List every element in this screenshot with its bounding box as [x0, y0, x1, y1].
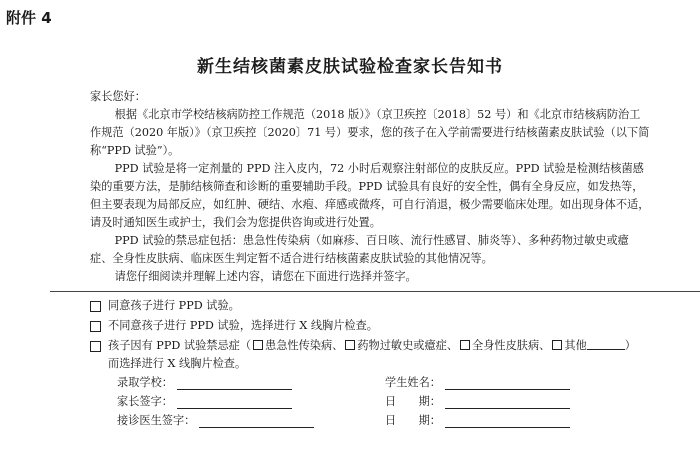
contra-item-skin: 全身性皮肤病、 — [472, 339, 551, 352]
paragraph-contraindications: PPD 试验的禁忌症包括：患急性传染病（如麻疹、百日咳、流行性感冒、肺炎等）、多种药物过敏史或癔症、全身性皮肤病、临床医生判定暂不适合进行结核菌素皮肤试验的其他情况等。 — [90, 234, 629, 265]
parent-signature-label: 家长签字： — [117, 395, 173, 408]
skin-disease-checkbox[interactable] — [460, 340, 470, 350]
date-field-1 — [385, 393, 570, 409]
contra-suffix: ） — [624, 339, 636, 352]
section-divider — [50, 291, 700, 292]
greeting: 家长您好： — [90, 90, 146, 103]
parent-signature-line[interactable] — [177, 396, 292, 409]
option-disagree — [90, 317, 660, 335]
contra-item-acute: 患急性传染病、 — [265, 339, 344, 352]
student-name-line[interactable] — [445, 377, 570, 390]
school-label: 录取学校： — [117, 376, 173, 389]
school-field — [117, 374, 292, 390]
other-checkbox[interactable] — [552, 340, 562, 350]
paragraph-ppd-description: PPD 试验是将一定剂量的 PPD 注入皮内，72 小时后观察注射部位的皮肤反应。PPD 试验是检测结核菌感染的重要方法，是肺结核筛查和诊断的重要辅助手段。PPD 试验具有良好的安全性，偶有全身反应，如发热等，但主要表现为局部反应，如红肿、硬结、水疱、痒感或微疼，可自行消退，极少需要临床处理。如出现身体不适，请及时通知医生或护士，我们会为您提供咨询或进行处置。 — [90, 162, 650, 229]
option-agree — [90, 297, 660, 315]
contraindication-checkbox[interactable] — [90, 341, 101, 352]
instruction-text: 请您仔细阅读并理解上述内容，请您在下面进行选择并签字。 — [114, 270, 417, 283]
date-line-2[interactable] — [445, 415, 570, 428]
contra-prefix: 孩子因有 PPD 试验禁忌症（ — [108, 339, 252, 352]
disagree-checkbox[interactable] — [90, 321, 101, 332]
parent-signature-field — [117, 393, 292, 409]
paragraph-basis: 根据《北京市学校结核病防控工作规范（2018 版）》（京卫疾控〔2018〕52 号）和《北京市结核病防治工作规范（2020 年版）》（京卫疾控〔2020〕71 号）要求，您的孩子在入学前需要进行结核菌素皮肤试验（以下简称“PPD 试验”）。 — [90, 108, 650, 157]
student-name-field — [385, 374, 570, 390]
disagree-label: 不同意孩子进行 PPD 试验，选择进行 X 线胸片检查。 — [108, 319, 378, 332]
doctor-signature-field — [117, 412, 314, 428]
notice-body — [90, 88, 650, 286]
date-label-1: 日 期： — [385, 395, 441, 408]
agree-label: 同意孩子进行 PPD 试验。 — [108, 299, 240, 312]
date-line-1[interactable] — [445, 396, 570, 409]
date-label-2: 日 期： — [385, 414, 441, 427]
student-name-label: 学生姓名： — [385, 376, 441, 389]
doctor-signature-label: 接诊医生签字： — [117, 414, 196, 427]
school-line[interactable] — [177, 377, 292, 390]
document-title: 新生结核菌素皮肤试验检查家长告知书 — [197, 57, 503, 77]
acute-infection-checkbox[interactable] — [253, 340, 263, 350]
option-contraindication — [90, 337, 660, 373]
allergy-checkbox[interactable] — [345, 340, 355, 350]
other-blank-field[interactable] — [587, 339, 625, 350]
consent-options — [90, 297, 660, 375]
attachment-label: 附件 4 — [6, 9, 52, 27]
agree-checkbox[interactable] — [90, 301, 101, 312]
contraindication-text — [108, 337, 636, 373]
contra-line2: 而选择进行 X 线胸片检查。 — [108, 357, 247, 370]
date-field-2 — [385, 412, 570, 428]
contra-item-allergy: 药物过敏史或癔症、 — [357, 339, 459, 352]
doctor-signature-line[interactable] — [199, 415, 314, 428]
contra-item-other: 其他 — [564, 339, 587, 352]
